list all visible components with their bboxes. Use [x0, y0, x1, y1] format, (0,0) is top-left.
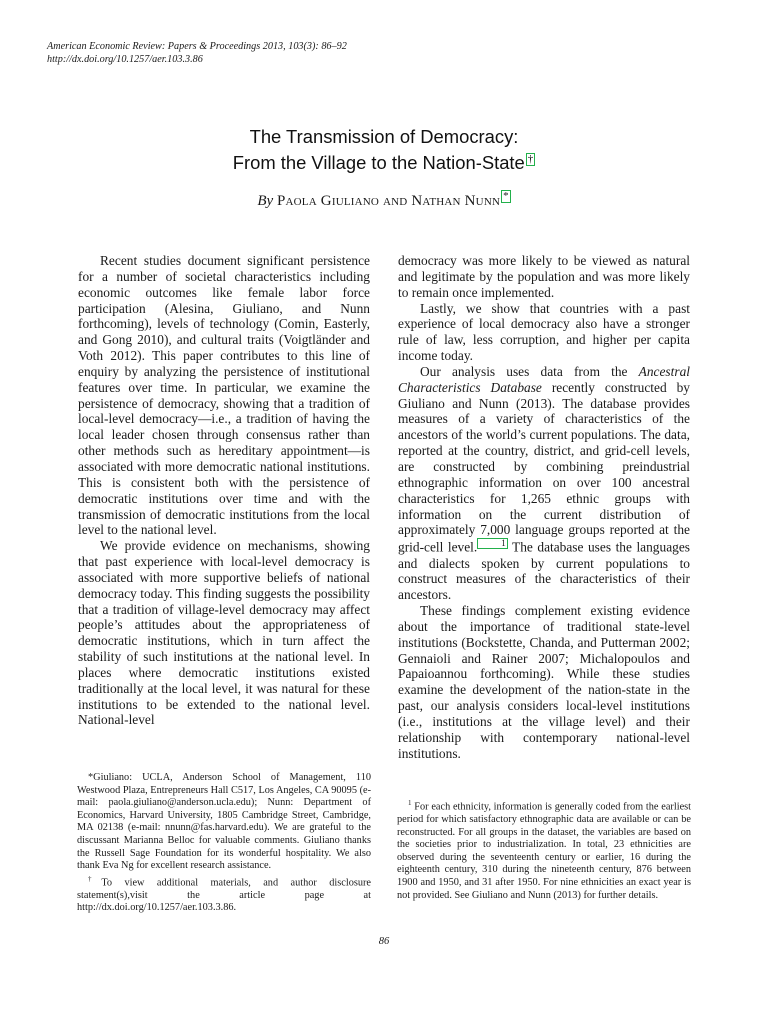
footnote-1-text: For each ethnicity, information is generally coded from the earliest period for which satisfactory ethnographic data are available or can be reconstructed. For all groups in the dataset, the variables are based on the societies prior to industrialization. In total, 23 ethnicities are observed during the seventeenth century or earlier, 16 during the eighteenth century, 310 during the nineteenth century, 876 between 1900 and 1950, and 31 after 1950. For nine ethnicities an exact year is not provided. See Giuliano and Nunn (2013) for further details. — [397, 801, 692, 901]
author-footnote-link[interactable]: * — [503, 190, 509, 202]
journal-citation: American Economic Review: Papers & Proceedings 2013, 103(3): 86–92 — [47, 41, 347, 52]
journal-header — [47, 40, 347, 66]
paragraph-mechanisms: We provide evidence on mechanisms, showing that past experience with local-level democracy is associated with more supportive beliefs of national democracy today. This finding suggests the possibility that a tradition of village-level democracy may affect people’s attitudes about the appropriateness of democratic institutions, which in turn affect the stability of such institutions at the national level. In places where democratic institutions existed traditionally at the local level, it was natural for these institutions to be extended to the national level. National-level — [78, 538, 370, 728]
byline-by: By — [257, 193, 274, 209]
title-footnote-link[interactable]: † — [527, 152, 534, 165]
doi-link[interactable]: http://dx.doi.org/10.1257/aer.103.3.86 — [47, 54, 203, 65]
article-title — [0, 124, 768, 176]
paragraph-findings: These findings complement existing evidence about the importance of traditional state-level institutions (Bockstette, Chanda, and Putterman 2002; Gennaioli and Rainer 2007; Michalopoulos and Papaioannou forthcoming). While these studies examine the development of the nation-state in the past, our analysis considers local-level institutions (i.e., institutions at the village level) and their relationship with contemporary national-level institutions. — [398, 603, 690, 761]
left-column — [78, 253, 370, 728]
paragraph-lastly: Lastly, we show that countries with a past experience of local democracy also have a stronger rule of law, less corruption, and higher per capita income today. — [398, 300, 690, 364]
right-column — [398, 253, 690, 761]
author-note-text: Giuliano: UCLA, Anderson School of Management, 110 Westwood Plaza, Entrepreneurs Hall C517, Los Angeles, CA 90095 (e-mail: paola.giuliano@anderson.ucla.edu); Nunn: Department of Economics, Harvard University, 1805 Cambridge Street, Cambridge, MA 02138 (e-mail: nnunn@fas.harvard.edu). We are grateful to the discussant Marianna Belloc for valuable comments. Giuliano thanks the Russell Sage Foundation for its wonderful hospitality. We also thank Eva Ng for excellent research assistance. — [77, 772, 371, 872]
author-names: Paola Giuliano and Nathan Nunn — [276, 193, 501, 209]
dagger-note-text: To view additional materials, and author disclosure statement(s),visit the article page at http://dx.doi.org/10.1257/aer.103.3.86. — [77, 877, 371, 914]
author-note-mark: * — [88, 772, 94, 783]
paragraph-intro: Recent studies document significant persistence for a number of societal characteristics including economic outcomes like female labor force participation (Alesina, Giuliano, and Nunn forthcoming), levels of technology (Comin, Easterly, and Gong 2010), and cultural traits (Voigtländer and Voth 2012). This paper contributes to this line of enquiry by analyzing the persistence of institutional features over time. In particular, we examine the persistence of democracy, showing that a tradition of local-level democracy—i.e., a tradition of having the local leader chosen through consensus rather than other methods such as hereditary appointment—is associated with more democratic national institutions. This is consistent both with the persistence of democratic institutions over time and with the transmission of democratic institutions from the local level to the national level. — [78, 253, 370, 538]
paragraph-continued: democracy was more likely to be viewed as natural and legitimate by the population and was more likely to remain once implemented. — [398, 253, 690, 300]
byline — [0, 190, 768, 211]
title-line-2 — [0, 150, 768, 176]
author-footnotes — [77, 772, 371, 915]
paragraph-data-text-b: recently constructed by Giuliano and Nunn (2013). The database provides measures of a variety of characteristics of the ancestors of the world’s current populations. The data, reported at the country, district, and grid-cell levels, are constructed by combining preindustrial ethnographic information on over 100 ancestral characteristics for 1,265 ethnic groups with information on the current distribution of approximately 7,000 language groups reported at the grid-cell level. — [398, 379, 691, 555]
paragraph-data-text-a: Our analysis uses data from the — [420, 363, 639, 379]
dagger-note-mark: † — [88, 874, 102, 883]
dagger-note — [77, 873, 371, 915]
footnote-1-mark: 1 — [408, 799, 412, 807]
title-line-1: The Transmission of Democracy: — [249, 126, 519, 147]
title-line-2-text: From the Village to the Nation-State — [232, 152, 525, 173]
paragraph-data-text-c: The database uses the languages and dialects spoken by current populations to construct measures of the characteristics of their ancestors. — [398, 539, 690, 603]
footnote-1 — [397, 797, 691, 902]
author-affiliation-note — [77, 772, 371, 873]
page-number: 86 — [378, 936, 390, 947]
footnote-1-link[interactable]: 1 — [477, 538, 508, 549]
database-name: Ancestral Characteristics Database — [398, 363, 690, 395]
footnote-1-body — [397, 797, 691, 902]
paragraph-data — [398, 364, 690, 603]
